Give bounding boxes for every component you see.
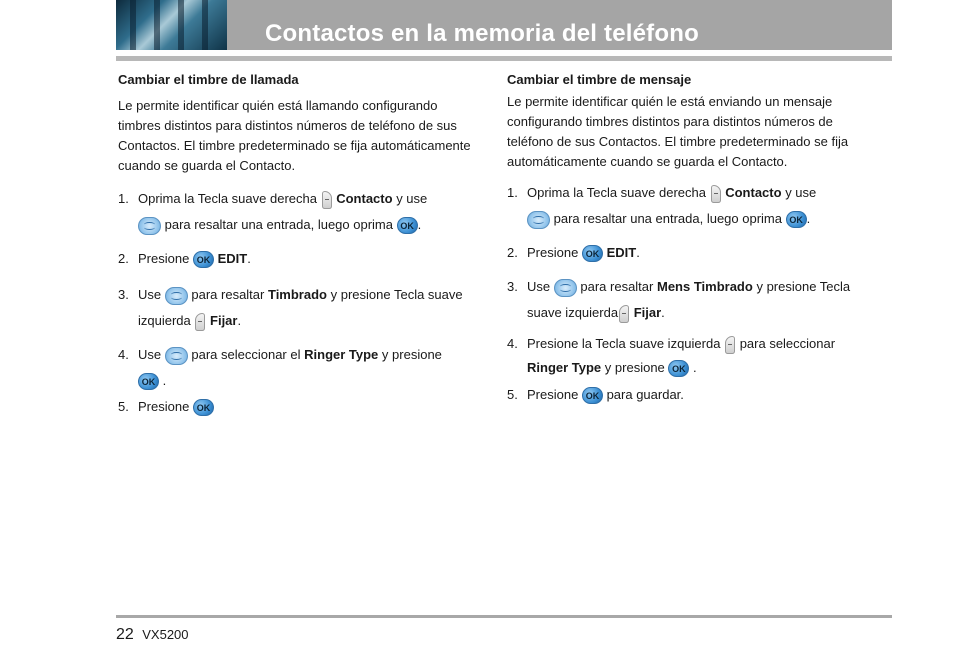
step-number: 1. xyxy=(507,185,518,200)
step-number: 3. xyxy=(507,279,518,294)
ok-key-icon: OK xyxy=(786,211,807,228)
nav-key-icon xyxy=(554,279,577,297)
ok-key-icon: OK xyxy=(193,399,214,416)
left-soft-key-icon xyxy=(724,335,736,355)
step-number: 4. xyxy=(118,347,129,362)
step-number: 2. xyxy=(118,251,129,266)
ok-key-icon: OK xyxy=(397,217,418,234)
section-message-ringer xyxy=(507,70,862,406)
step-number: 1. xyxy=(118,191,129,206)
ok-key-icon: OK xyxy=(582,387,603,404)
step-2: 2. Presione OK EDIT. xyxy=(507,242,862,264)
step-1: 1. Oprima la Tecla suave derecha Contacto y use para resaltar una entrada, luego oprima OK . xyxy=(507,180,862,232)
step-1: 1. Oprima la Tecla suave derecha Contacto y use para resaltar una entrada, luego oprima OK . xyxy=(118,186,473,238)
nav-key-icon xyxy=(165,287,188,305)
section-intro: Le permite identificar quién está llamando configurando timbres distintos para distintos números de teléfono de sus Contactos. El timbre predeterminado se fija automáticamente cuando se guarda el Contacto. xyxy=(118,98,471,173)
nav-key-icon xyxy=(527,211,550,229)
step-3: 3. Use para resaltar Mens Timbrado y presione Tecla suave izquierda Fijar. xyxy=(507,274,862,326)
step-3: 3. Use para resaltar Timbrado y presione Tecla suave izquierda Fijar. xyxy=(118,282,473,334)
step-number: 5. xyxy=(118,399,129,414)
ok-key-icon: OK xyxy=(138,373,159,390)
step-4: 4. Presione la Tecla suave izquierda para seleccionar Ringer Type y presione OK . xyxy=(507,332,862,380)
left-soft-key-icon xyxy=(618,304,630,324)
model-name: VX5200 xyxy=(142,627,189,642)
page-number: 22 xyxy=(116,626,134,643)
nav-key-icon xyxy=(138,217,161,235)
section-intro: Le permite identificar quién le está enviando un mensaje configurando timbres distintos para distintos números de teléfono de sus Contactos. El timbre predeterminado se fija automáticamente cuando se guarda el Contacto. xyxy=(507,94,849,169)
step-5: 5. Presione OK xyxy=(118,396,473,418)
step-2: 2. Presione OK EDIT. xyxy=(118,248,473,270)
ok-key-icon: OK xyxy=(582,245,603,262)
nav-key-icon xyxy=(165,347,188,365)
left-soft-key-icon xyxy=(194,312,206,332)
footer-divider xyxy=(116,615,892,618)
ok-key-icon: OK xyxy=(668,360,689,377)
section-call-ringer xyxy=(118,70,473,418)
step-number: 4. xyxy=(507,336,518,351)
header-photo xyxy=(116,0,227,50)
step-number: 2. xyxy=(507,245,518,260)
step-4: 4. Use para seleccionar el Ringer Type y presione OK . xyxy=(118,342,473,394)
ok-key-icon: OK xyxy=(193,251,214,268)
step-number: 5. xyxy=(507,387,518,402)
header-divider xyxy=(116,56,892,61)
step-5: 5. Presione OK para guardar. xyxy=(507,384,862,406)
section-heading: Cambiar el timbre de mensaje xyxy=(507,72,692,87)
right-soft-key-icon xyxy=(710,184,722,204)
section-heading: Cambiar el timbre de llamada xyxy=(118,72,299,87)
right-soft-key-icon xyxy=(321,190,333,210)
page-footer xyxy=(116,625,189,645)
step-number: 3. xyxy=(118,287,129,302)
page-title: Contactos en la memoria del teléfono xyxy=(265,20,699,47)
